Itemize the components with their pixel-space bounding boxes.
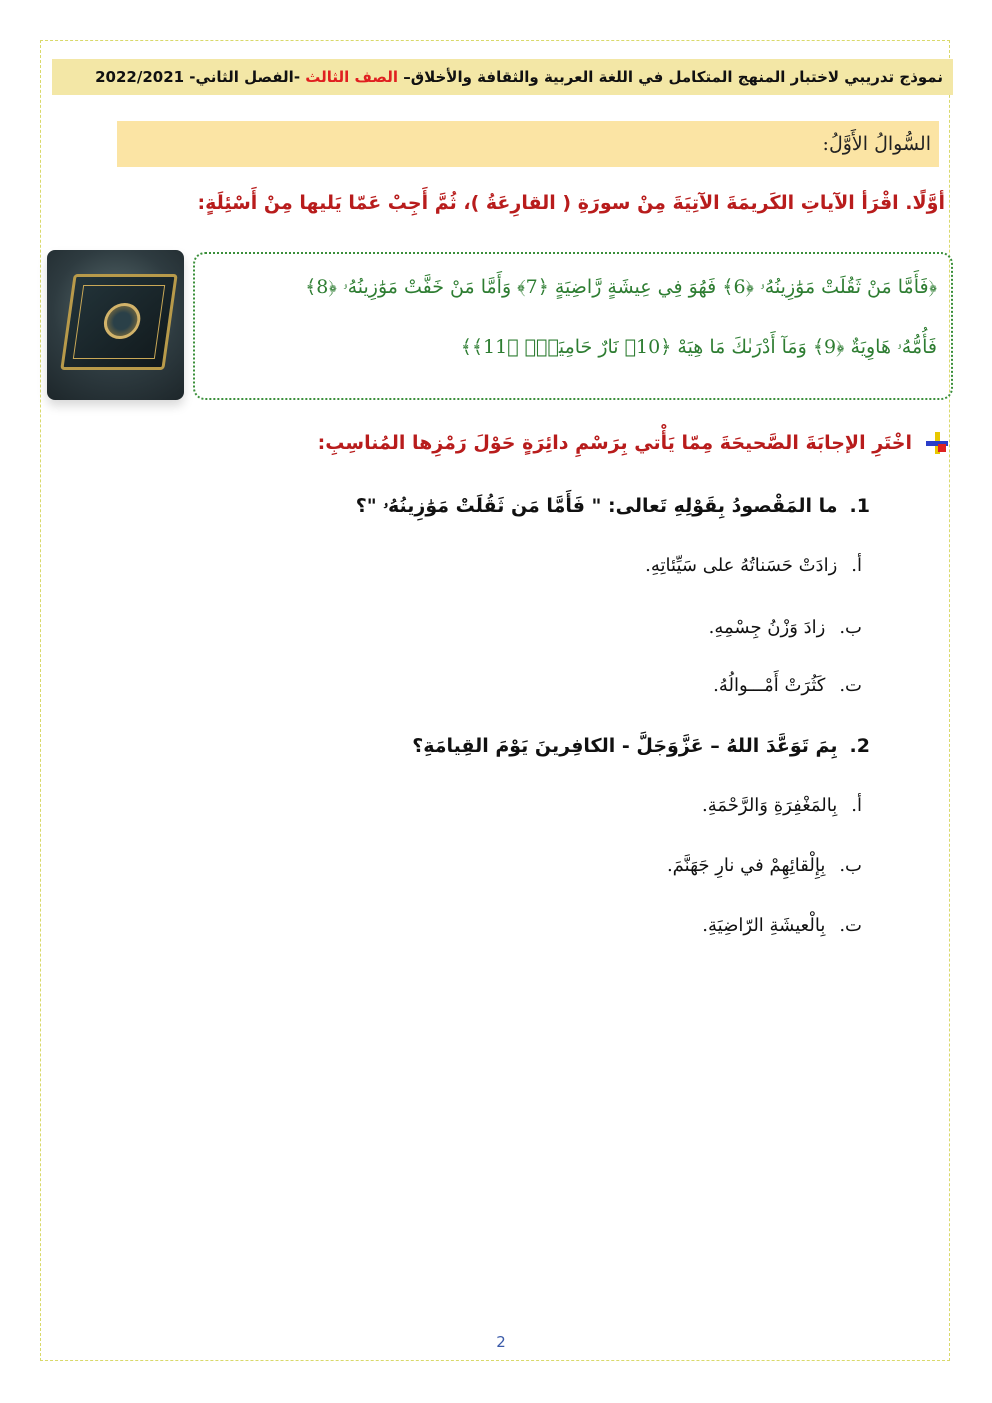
option-text: بِإِلْقائِهِمْ في نارِ جَهَنَّمَ. <box>666 855 826 876</box>
verses-box <box>193 252 953 400</box>
option-text: بِالْعيشَةِ الرّاضِيَةِ. <box>702 915 826 936</box>
bullet-cross-icon <box>926 432 948 454</box>
option-letter: أ. <box>851 795 862 816</box>
header-text-end: -الفصل الثاني- 2022/2021 <box>95 68 306 86</box>
book-cover <box>60 274 177 370</box>
quran-book-image <box>47 250 184 400</box>
option-2-a[interactable] <box>702 795 862 816</box>
option-letter: أ. <box>851 555 862 576</box>
option-letter: ت. <box>839 675 862 696</box>
option-letter: ب. <box>839 855 862 876</box>
question-2 <box>412 735 870 757</box>
verse-line-2: فَأُمُّهُۥ هَاوِيَةٌ ﴿9﴾ وَمَآ أَدْرَىٰكَ مَا هِيَهْ ﴿10﴾ نَارٌ حَامِيَةٌۢ ﴿11﴾﴾ <box>460 336 937 358</box>
option-2-b[interactable] <box>667 855 862 876</box>
option-text: زادَ وَزْنُ جِسْمِهِ. <box>708 617 826 638</box>
multiple-choice-heading <box>318 432 948 454</box>
verse-line-1: ﴿فَأَمَّا مَنْ ثَقُلَتْ مَوَٰزِينُهُۥ ﴿6﴾ فَهُوَ فِي عِيشَةٍ رَّاضِيَةٍ ﴿7﴾ وَأَمَّا مَنْ خَفَّتْ مَوَٰزِينُهُۥ ﴿8﴾ <box>305 276 937 298</box>
option-letter: ت. <box>839 915 862 936</box>
option-text: زادَتْ حَسَناتُهُ على سَيِّئاتِهِ. <box>645 555 838 576</box>
header-text-start: نموذج تدريبي لاختبار المنهج المتكامل في اللغة العربية والثقافة والأخلاق– <box>397 68 943 86</box>
exam-header <box>52 59 953 95</box>
question-text: ما المَقْصودُ بِقَوْلِهِ تَعالى: " فَأَمَّا مَن ثَقُلَتْ مَوَٰزِينُهُۥ "؟ <box>355 495 838 517</box>
page-number: 2 <box>496 1333 506 1351</box>
header-grade: الصف الثالث <box>305 68 398 86</box>
section-title: السُّوالُ الأَوَّلُ: <box>822 133 931 155</box>
option-text: كَثُرَتْ أَمْـــوالُهُ. <box>713 675 826 696</box>
option-1-b[interactable] <box>709 617 862 638</box>
reading-instruction: أوَّلًا. اقْرَأ الآياتِ الكَريمَةَ الآتِيَةَ مِنْ سورَةِ ( القارِعَةُ )، ثُمَّ أَجِبْ عَمّا يَليها مِنْ أَسْئِلَةٍ: <box>197 192 945 214</box>
question-1 <box>356 495 870 517</box>
question-text: بِمَ تَوَعَّدَ اللهُ – عَزَّوَجَلَّ - الكافِرينَ يَوْمَ القِيامَةِ؟ <box>412 735 838 757</box>
question-number: 2. <box>849 735 870 757</box>
option-1-a[interactable] <box>645 555 862 576</box>
multiple-choice-instruction: اخْتَرِ الإجابَةَ الصَّحيحَةَ مِمّا يَأْتي بِرَسْمِ دائِرَةٍ حَوْلَ رَمْزِها المُناسِبِ: <box>317 432 912 454</box>
option-1-c[interactable] <box>713 675 862 696</box>
option-2-c[interactable] <box>702 915 862 936</box>
option-letter: ب. <box>839 617 862 638</box>
question-number: 1. <box>849 495 870 517</box>
section-title-bar <box>117 121 939 167</box>
cover-medallion <box>102 303 143 339</box>
option-text: بِالمَغْفِرَةِ وَالرَّحْمَةِ. <box>701 795 838 816</box>
page-border <box>40 40 950 1361</box>
